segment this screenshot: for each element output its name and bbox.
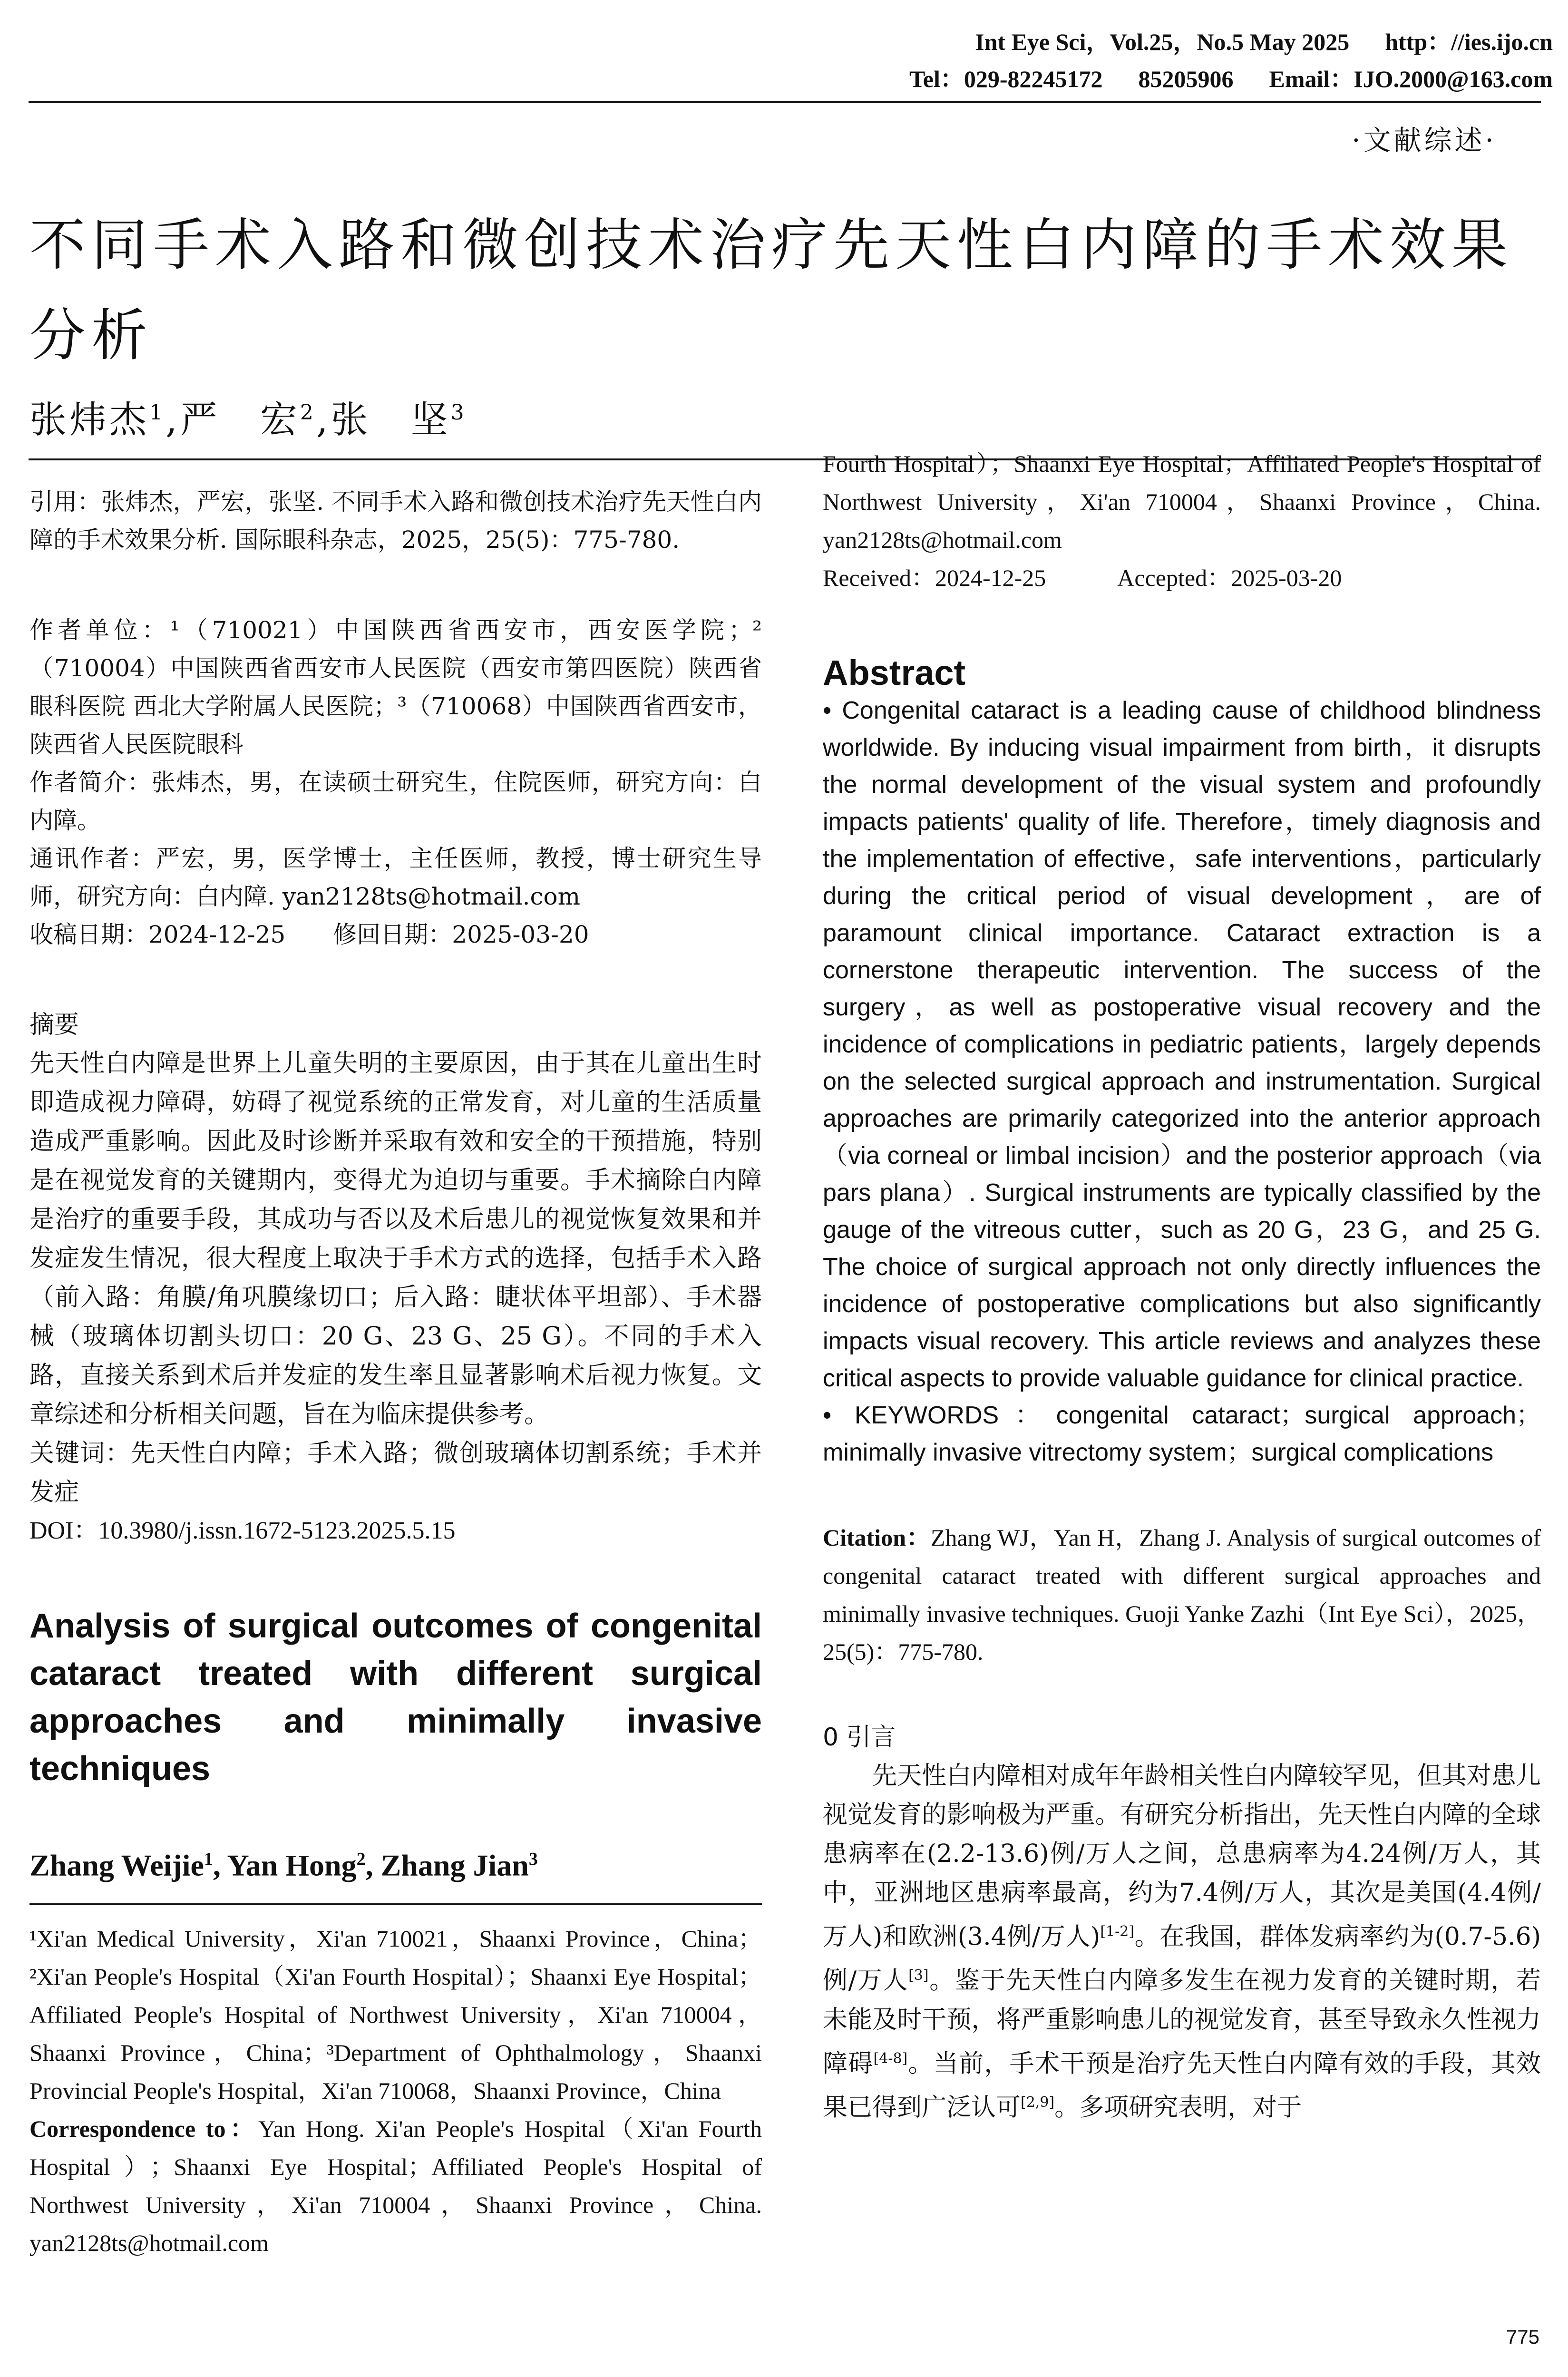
intro-sentence: 先天性白内障相对成年年龄相关性白内障较罕见，但其对患儿视觉发育的影响极为严重。有研究分析指出，先天性白内障的全球患病率在(2.2-13.6)例/万人之间，总患病率为4.24例/万人，其中，亚洲地区患病率最高，约为7.4例/万人，其次是美国(4.4例/万人)和欧洲(3.4例/万人) <box>823 1762 1541 1951</box>
author-name-en: Zhang Jian <box>380 1848 529 1882</box>
author-affil-mark: 3 <box>450 400 467 425</box>
dates-en: Received：2024-12-25 Accepted：2025-03-20 <box>823 565 1342 591</box>
corresponding-cn <box>29 839 762 916</box>
keywords-cn-text: 先天性白内障；手术入路；微创玻璃体切割系统；手术并发症 <box>29 1439 762 1507</box>
author-en-rule <box>29 1903 762 1905</box>
article-title: 不同手术入路和微创技术治疗先天性白内障的手术效果分析 <box>29 212 1514 368</box>
doi: DOI：10.3980/j.issn.1672-5123.2025.5.15 <box>29 1517 456 1544</box>
corresponding-cn-label: 通讯作者： <box>29 845 156 872</box>
reference-mark: [1-2] <box>1100 1923 1135 1940</box>
citation-en <box>823 1519 1541 1671</box>
citation-cn <box>29 483 762 559</box>
intro-sentence: 。当前，手术干预是治疗先天性白内障有效的手段，其效果已得到广泛认可 <box>823 2049 1541 2122</box>
contact-info-line: Tel：029-82245172 85205906 Email：IJO.2000@163.com <box>909 66 1553 92</box>
affiliation-cn <box>29 611 762 763</box>
dates-cn: 收稿日期：2024-12-25 修回日期：2025-03-20 <box>29 921 589 948</box>
right-column <box>823 450 1541 2127</box>
bio-cn <box>29 763 762 839</box>
reference-mark: [3] <box>908 1967 929 1984</box>
correspondence-en-continued: Fourth Hospital）；Shaanxi Eye Hospital；Affiliated People's Hospital of Northwest University，Xi'an 710004，Shaanxi Province，China. yan2128ts@hotmail.com <box>823 450 1541 553</box>
corresponding-cn-text: 严宏，男，医学博士，主任医师，教授，博士研究生导师，研究方向：白内障. yan2128ts@hotmail.com <box>29 845 762 910</box>
left-column <box>29 483 762 2257</box>
abstract-cn-text: 先天性白内障是世界上儿童失明的主要原因，由于其在儿童出生时即造成视力障碍，妨碍了视觉系统的正常发育，对儿童的生活质量造成严重影响。因此及时诊断并采取有效和安全的干预措施，特别是在视觉发育的关键期内，变得尤为迫切与重要。手术摘除白内障是治疗的重要手段，其成功与否以及术后患儿的视觉恢复效果和并发症发生情况，很大程度上取决于手术方式的选择，包括手术入路（前入路：角膜/角巩膜缘切口；后入路：睫状体平坦部）、手术器械（玻璃体切割头切口：20 G、23 G、25 G）。不同的手术入路，直接关系到术后并发症的发生率且显著影响术后视力恢复。文章综述和分析相关问题，旨在为临床提供参考。 <box>29 1049 762 1429</box>
header-rule <box>29 101 1541 103</box>
journal-info-line: Int Eye Sci，Vol.25，No.5 May 2025 http：//ies.ijo.cn <box>975 29 1553 55</box>
abstract-cn-heading: 摘要 <box>29 1011 79 1039</box>
bio-cn-text: 张炜杰，男，在读硕士研究生，住院医师，研究方向：白内障。 <box>29 769 762 834</box>
intro-sentence: 。在我国，群体发病率约为(0.7-5.6)例/万人 <box>823 1922 1541 1995</box>
bio-cn-label: 作者简介： <box>29 769 152 796</box>
correspondence-en-label: Correspondence to： <box>29 2115 258 2143</box>
author-name-en: Yan Hong <box>227 1848 357 1882</box>
keywords-cn-label: 关键词： <box>29 1439 131 1468</box>
intro-text <box>823 1756 1541 2127</box>
author-affil-mark: 2 <box>300 400 316 425</box>
keywords-cn <box>29 1434 762 1512</box>
citation-en-text: Zhang WJ，Yan H，Zhang J. Analysis of surgical outcomes of congenital cataract treated with different surgical approaches and minimally invasive techniques. Guoji Yanke Zazhi（Int Eye Sci），2025，25(5)：775-780. <box>823 1524 1541 1665</box>
author-affil-mark: 2 <box>356 1849 366 1869</box>
reference-mark: [4-8] <box>873 2050 908 2067</box>
citation-cn-label: 引用： <box>29 488 101 516</box>
abstract-en-heading: Abstract <box>823 653 966 692</box>
article-title-en: Analysis of surgical outcomes of congenital cataract treated with different surgical approaches and minimally invasive techniques <box>29 1607 762 1788</box>
page-number: 775 <box>1506 2326 1539 2348</box>
author-name: 张 坚 <box>331 399 451 441</box>
correspondence-en-text: Yan Hong. Xi'an People's Hospital（Xi'an Fourth Hospital）；Shaanxi Eye Hospital；Affiliated People's Hospital of Northwest University，Xi'an 710004，Shaanxi Province，China. yan2128ts@hotmail.com <box>29 2115 762 2257</box>
keywords-en: • KEYWORDS：congenital cataract；surgical approach；minimally invasive vitrectomy system；surgical complications <box>823 1402 1541 1466</box>
authors-cn: 张炜杰$^1$,严 宏$^2$,张 坚$^3$ <box>29 399 467 441</box>
affiliation-cn-text: ¹（710021）中国陕西省西安市，西安医学院；²（710004）中国陕西省西安市人民医院（西安市第四医院）陕西省眼科医院 西北大学附属人民医院；³（710068）中国陕西省西安市，陕西省人民医院眼科 <box>29 616 762 758</box>
authors-en: Zhang Weijie$^1$, Yan Hong$^2$, Zhang Jian$^3$ <box>29 1848 538 1882</box>
intro-heading: 0 引言 <box>823 1723 896 1752</box>
reference-mark: [2,9] <box>1021 2094 1055 2111</box>
author-affil-mark: 3 <box>528 1849 538 1869</box>
author-affil-mark: 1 <box>149 400 166 425</box>
citation-en-label: Citation： <box>823 1524 931 1551</box>
author-name-en: Zhang Weijie <box>29 1848 204 1882</box>
affiliation-en: ¹Xi'an Medical University，Xi'an 710021，Shaanxi Province，China；²Xi'an People's Hospital（Xi'an Fourth Hospital）；Shaanxi Eye Hospital；Affiliated People's Hospital of Northwest University，Xi'an 710004，Shaanxi Province，China；³Department of Ophthalmology，Shaanxi Provincial People's Hospital，Xi'an 710068，Shaanxi Province，China <box>29 1925 762 2104</box>
author-affil-mark: 1 <box>204 1849 213 1869</box>
intro-sentence: 。多项研究表明，对于 <box>1054 2093 1302 2122</box>
affiliation-cn-label: 作者单位： <box>29 616 170 644</box>
author-name: 张炜杰 <box>29 399 150 441</box>
correspondence-en <box>29 2110 762 2257</box>
abstract-en-text: • Congenital cataract is a leading cause of childhood blindness worldwide. By inducing visual impairment from birth，it disrupts the normal development of the visual system and profoundly impacts patients' quality of life. Therefore，timely diagnosis and the implementation of effective，safe interventions，particularly during the critical period of visual development，are of paramount clinical importance. Cataract extraction is a cornerstone therapeutic intervention. The success of the surgery，as well as postoperative visual recovery and the incidence of complications in pediatric patients，largely depends on the selected surgical approach and instrumentation. Surgical approaches are primarily categorized into the anterior approach（via corneal or limbal incision）and the posterior approach（via pars plana）. Surgical instruments are typically classified by the gauge of the vitreous cutter，such as 20 G，23 G，and 25 G. The choice of surgical approach not only directly influences the incidence of postoperative complications but also significantly impacts visual recovery. This article reviews and analyzes these critical aspects to provide valuable guidance for clinical practice. <box>823 697 1541 1392</box>
intro-sentence: 。鉴于先天性白内障多发生在视力发育的关键时期，若未能及时干预，将严重影响患儿的视觉发育，甚至导致永久性视力障碍 <box>823 1966 1541 2078</box>
citation-cn-text: 张炜杰，严宏，张坚. 不同手术入路和微创技术治疗先天性白内障的手术效果分析. 国际眼科杂志，2025，25(5)：775-780. <box>29 488 762 554</box>
author-name: 严 宏 <box>180 399 300 441</box>
article-category: ·文献综述· <box>1352 124 1497 156</box>
